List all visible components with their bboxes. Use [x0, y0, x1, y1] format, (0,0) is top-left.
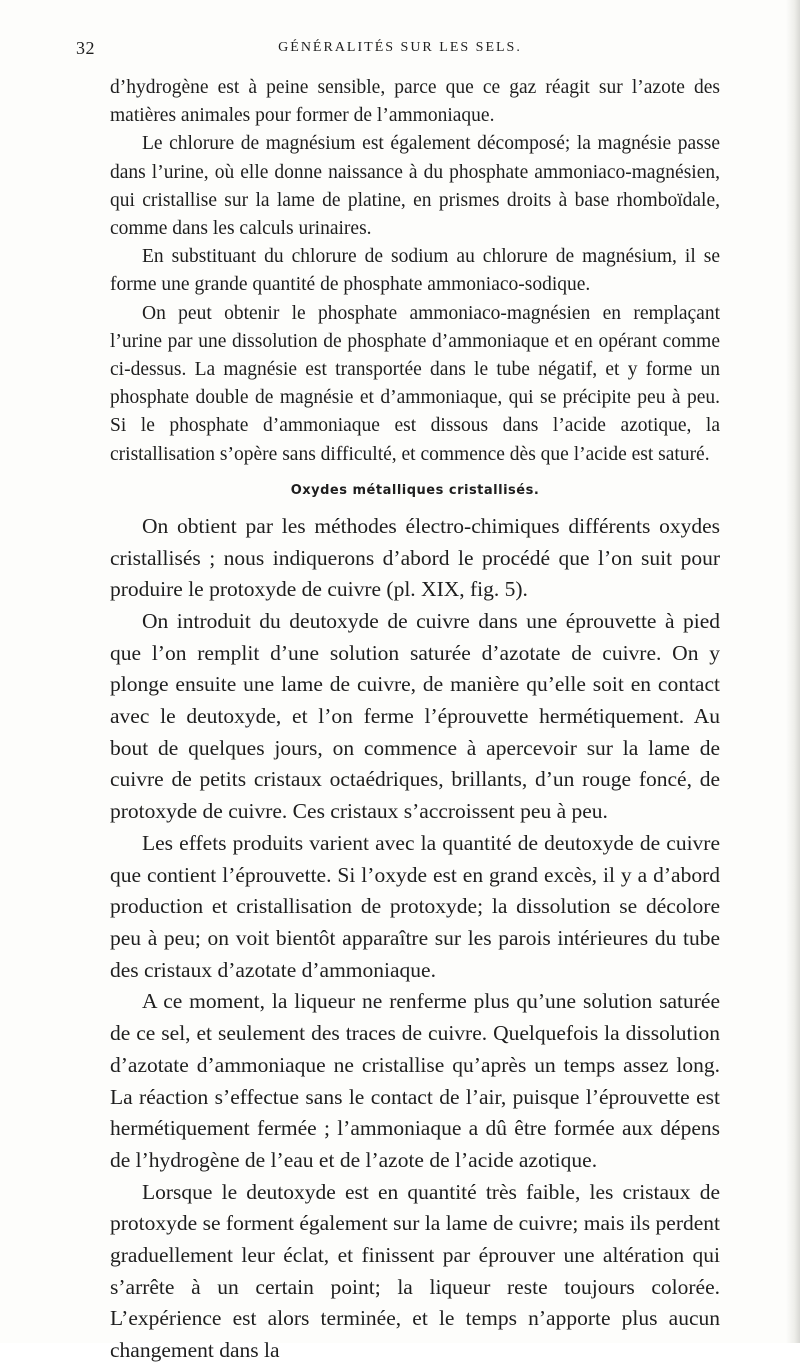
paragraph: On peut obtenir le phosphate ammoniaco-magnésien en remplaçant l’urine par une dissolution de phosphate d’ammoniaque et en opérant comme ci-dessus. La magnésie est transportée dans le tube négatif, et y forme un phosphate double de magnésie et d’ammoniaque, qui se précipite peu à peu. Si le phosphate d’ammoniaque est dissous dans l’acide azotique, la cristallisation s’opère sans difficulté, et commence dès que l’acide est saturé. [110, 302, 720, 465]
page-number: 32 [76, 38, 95, 58]
paragraph: Les effets produits varient avec la quantité de deutoxyde de cuivre que contient l’éprouvette. Si l’oxyde est en grand excès, il y a d’abord production et cristallisation de protoxyde; la dissolution se décolore peu à peu; on voit bientôt apparaître sur les parois intérieures du tube des cristaux d’azotate d’ammoniaque. [110, 830, 720, 982]
paragraph: On introduit du deutoxyde de cuivre dans une éprouvette à pied que l’on remplit d’une solution saturée d’azotate de cuivre. On y plonge ensuite une lame de cuivre, de manière qu’elle soit en contact avec le deutoxyde, et l’on ferme l’éprouvette hermétiquement. Au bout de quelques jours, on commence à apercevoir sur la lame de cuivre de petits cristaux octaédriques, brillants, d’un rouge foncé, de protoxyde de cuivre. Ces cristaux s’accroissent peu à peu. [110, 608, 720, 824]
page-edge-shadow [786, 0, 800, 1343]
paragraph: Le chlorure de magnésium est également décomposé; la magnésie passe dans l’urine, où elle donne naissance à du phosphate ammoniaco-magnésien, qui cristallise sur la lame de platine, en prismes droits à base rhomboïdale, comme dans les calculs urinaires. [110, 133, 720, 240]
intro-section [110, 74, 720, 469]
paragraph: A ce moment, la liqueur ne renferme plus qu’une solution saturée de ce sel, et seulement des traces de cuivre. Quelquefois la dissolution d’azotate d’ammoniaque ne cristallise qu’après un temps assez long. La réaction s’effectue sans le contact de l’air, puisque l’éprouvette est hermétiquement fermée ; l’ammoniaque a dû être formée aux dépens de l’hydrogène de l’eau et de l’azote de l’acide azotique. [110, 989, 720, 1172]
paragraph: Lorsque le deutoxyde est en quantité très faible, les cristaux de protoxyde se forment également sur la lame de cuivre; mais ils perdent graduellement leur éclat, et finissent par éprouver une altération qui s’arrête à un certain point; la liqueur reste toujours colorée. L’expérience est alors terminée, et le temps n’apporte plus aucun changement dans la [110, 1179, 720, 1363]
paragraph: En substituant du chlorure de sodium au chlorure de magnésium, il se forme une grande quantité de phosphate ammoniaco-sodique. [110, 246, 720, 296]
section-heading: Oxydes métalliques cristallisés. [290, 482, 540, 498]
text-block [110, 74, 720, 1367]
paragraph: On obtient par les méthodes électro-chimiques différents oxydes cristallisés ; nous indiquerons d’abord le procédé que l’on suit pour produire le protoxyde de cuivre (pl. XIX, fig. 5). [110, 513, 720, 602]
oxides-section [110, 511, 720, 1367]
running-title: GÉNÉRALITÉS SUR LES SELS. [278, 40, 522, 55]
paragraph: d’hydrogène est à peine sensible, parce que ce gaz réagit sur l’azote des matières animales pour former de l’ammoniaque. [110, 77, 720, 127]
